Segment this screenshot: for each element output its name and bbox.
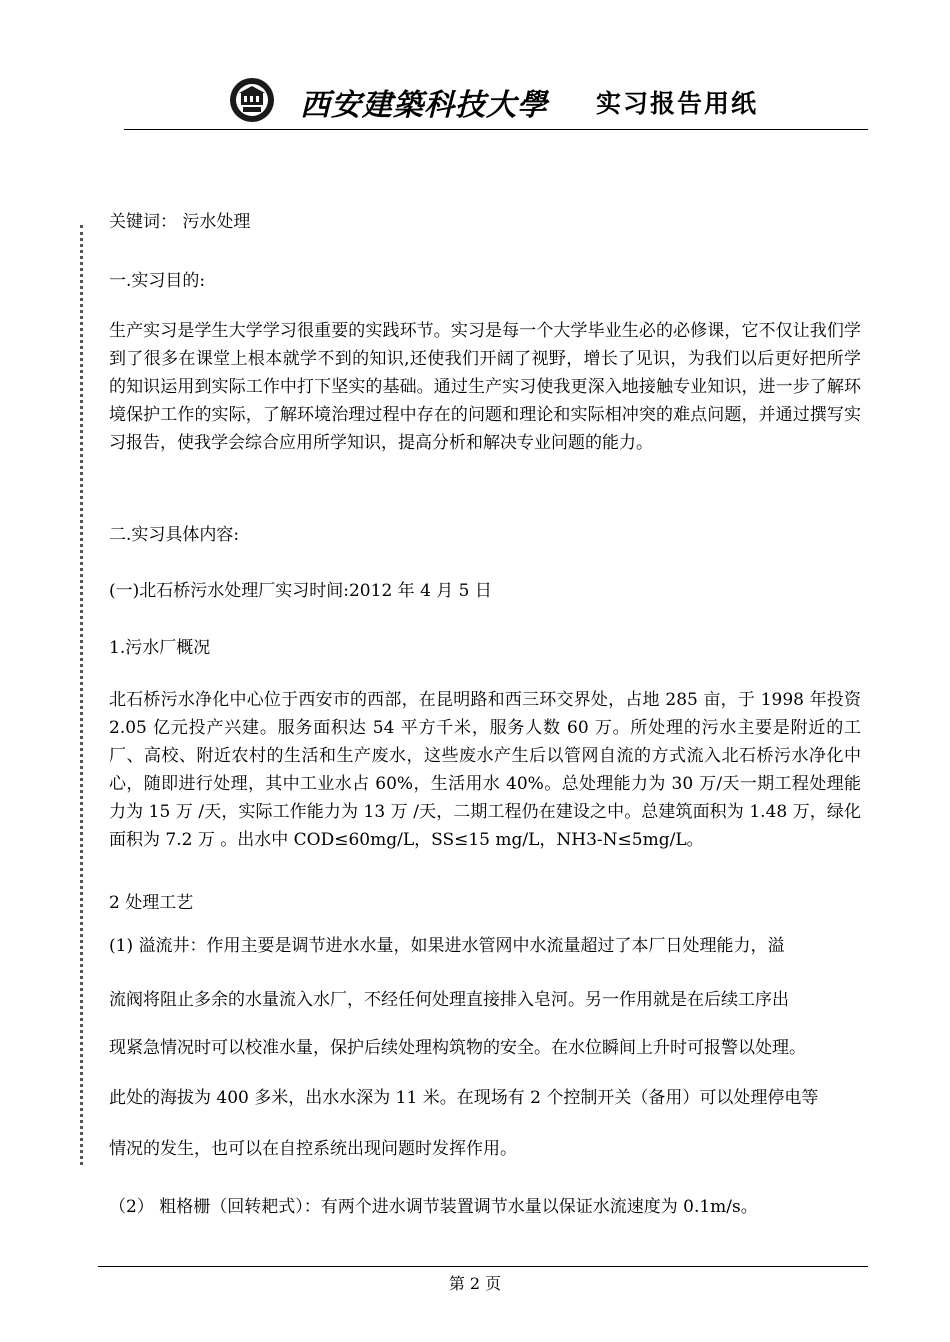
process-subitem-coarse-screen: （2） 粗格栅（回转耙式）：有两个进水调节装置调节水量以保证水流速度为 0.1m/s。 — [109, 1197, 758, 1217]
keywords-line: 关键词： 污水处理 — [109, 212, 251, 232]
process-line: 此处的海拔为 400 多米，出水水深为 11 米。在现场有 2 个控制开关（备用）可以处理停电等 — [109, 1088, 819, 1108]
overview-paragraph: 北石桥污水净化中心位于西安市的西部，在昆明路和西三环交界处，占地 285 亩，于 1998 年投资 2.05 亿元投产兴建。服务面积达 54 平方千米，服务人数 60 万。所处理的污水主要是附近的工厂、高校、附近农村的生活和生产废水，这些废水产生后以管网自流的方式流入北石桥污水净化中心，随即进行处理，其中工业水占 60%，生活用水 40%。总处理能力为 30 万/天一期工程处理能力为 15 万 /天，实际工作能力为 13 万 /天，二期工程仍在建设之中。总建筑面积为 1.48 万，绿化面积为 7.2 万 。出水中 COD≤60mg/L，SS≤15 mg/L，NH3-N≤5mg/L。 — [109, 690, 861, 850]
process-line: 情况的发生，也可以在自控系统出现问题时发挥作用。 — [109, 1139, 517, 1159]
subsection-heading-beishiqiao: (一)北石桥污水处理厂实习时间:2012 年 4 月 5 日 — [109, 581, 492, 601]
footer-divider — [98, 1266, 868, 1267]
process-line: 流阀将阻止多余的水量流入水厂，不经任何处理直接排入皂河。另一作用就是在后续工序出 — [109, 990, 789, 1010]
process-line: (1) 溢流井：作用主要是调节进水水量，如果进水管网中水流量超过了本厂日处理能力，溢 — [109, 936, 785, 956]
page-header — [228, 74, 788, 126]
section-heading-purpose: 一.实习目的: — [109, 271, 206, 291]
process-line: 现紧急情况时可以校准水量，保护后续处理构筑物的安全。在水位瞬间上升时可报警以处理。 — [109, 1038, 806, 1058]
university-name: 西安建築科技大學 — [300, 88, 548, 123]
item-heading-overview: 1.污水厂概况 — [109, 638, 211, 658]
header-divider — [124, 129, 868, 130]
purpose-paragraph: 生产实习是学生大学学习很重要的实践环节。实习是每一个大学毕业生必的必修课，它不仅让我们学到了很多在课堂上根本就学不到的知识,还使我们开阔了视野，增长了见识，为我们以后更好把所学的知识运用到实际工作中打下坚实的基础。通过生产实习使我更深入地接触专业知识，进一步了解环境保护工作的实际，了解环境治理过程中存在的问题和理论和实际相冲突的难点问题，并通过撰写实习报告，使我学会综合应用所学知识，提高分析和解决专业问题的能力。 — [109, 321, 861, 453]
report-paper-title: 实习报告用纸 — [596, 89, 759, 118]
item-heading-process: 2 处理工艺 — [109, 893, 194, 913]
section-heading-content: 二.实习具体内容: — [109, 525, 240, 545]
page-number: 第 2 页 — [448, 1274, 502, 1293]
university-seal-icon — [228, 76, 276, 124]
binding-margin-line — [80, 225, 83, 1165]
